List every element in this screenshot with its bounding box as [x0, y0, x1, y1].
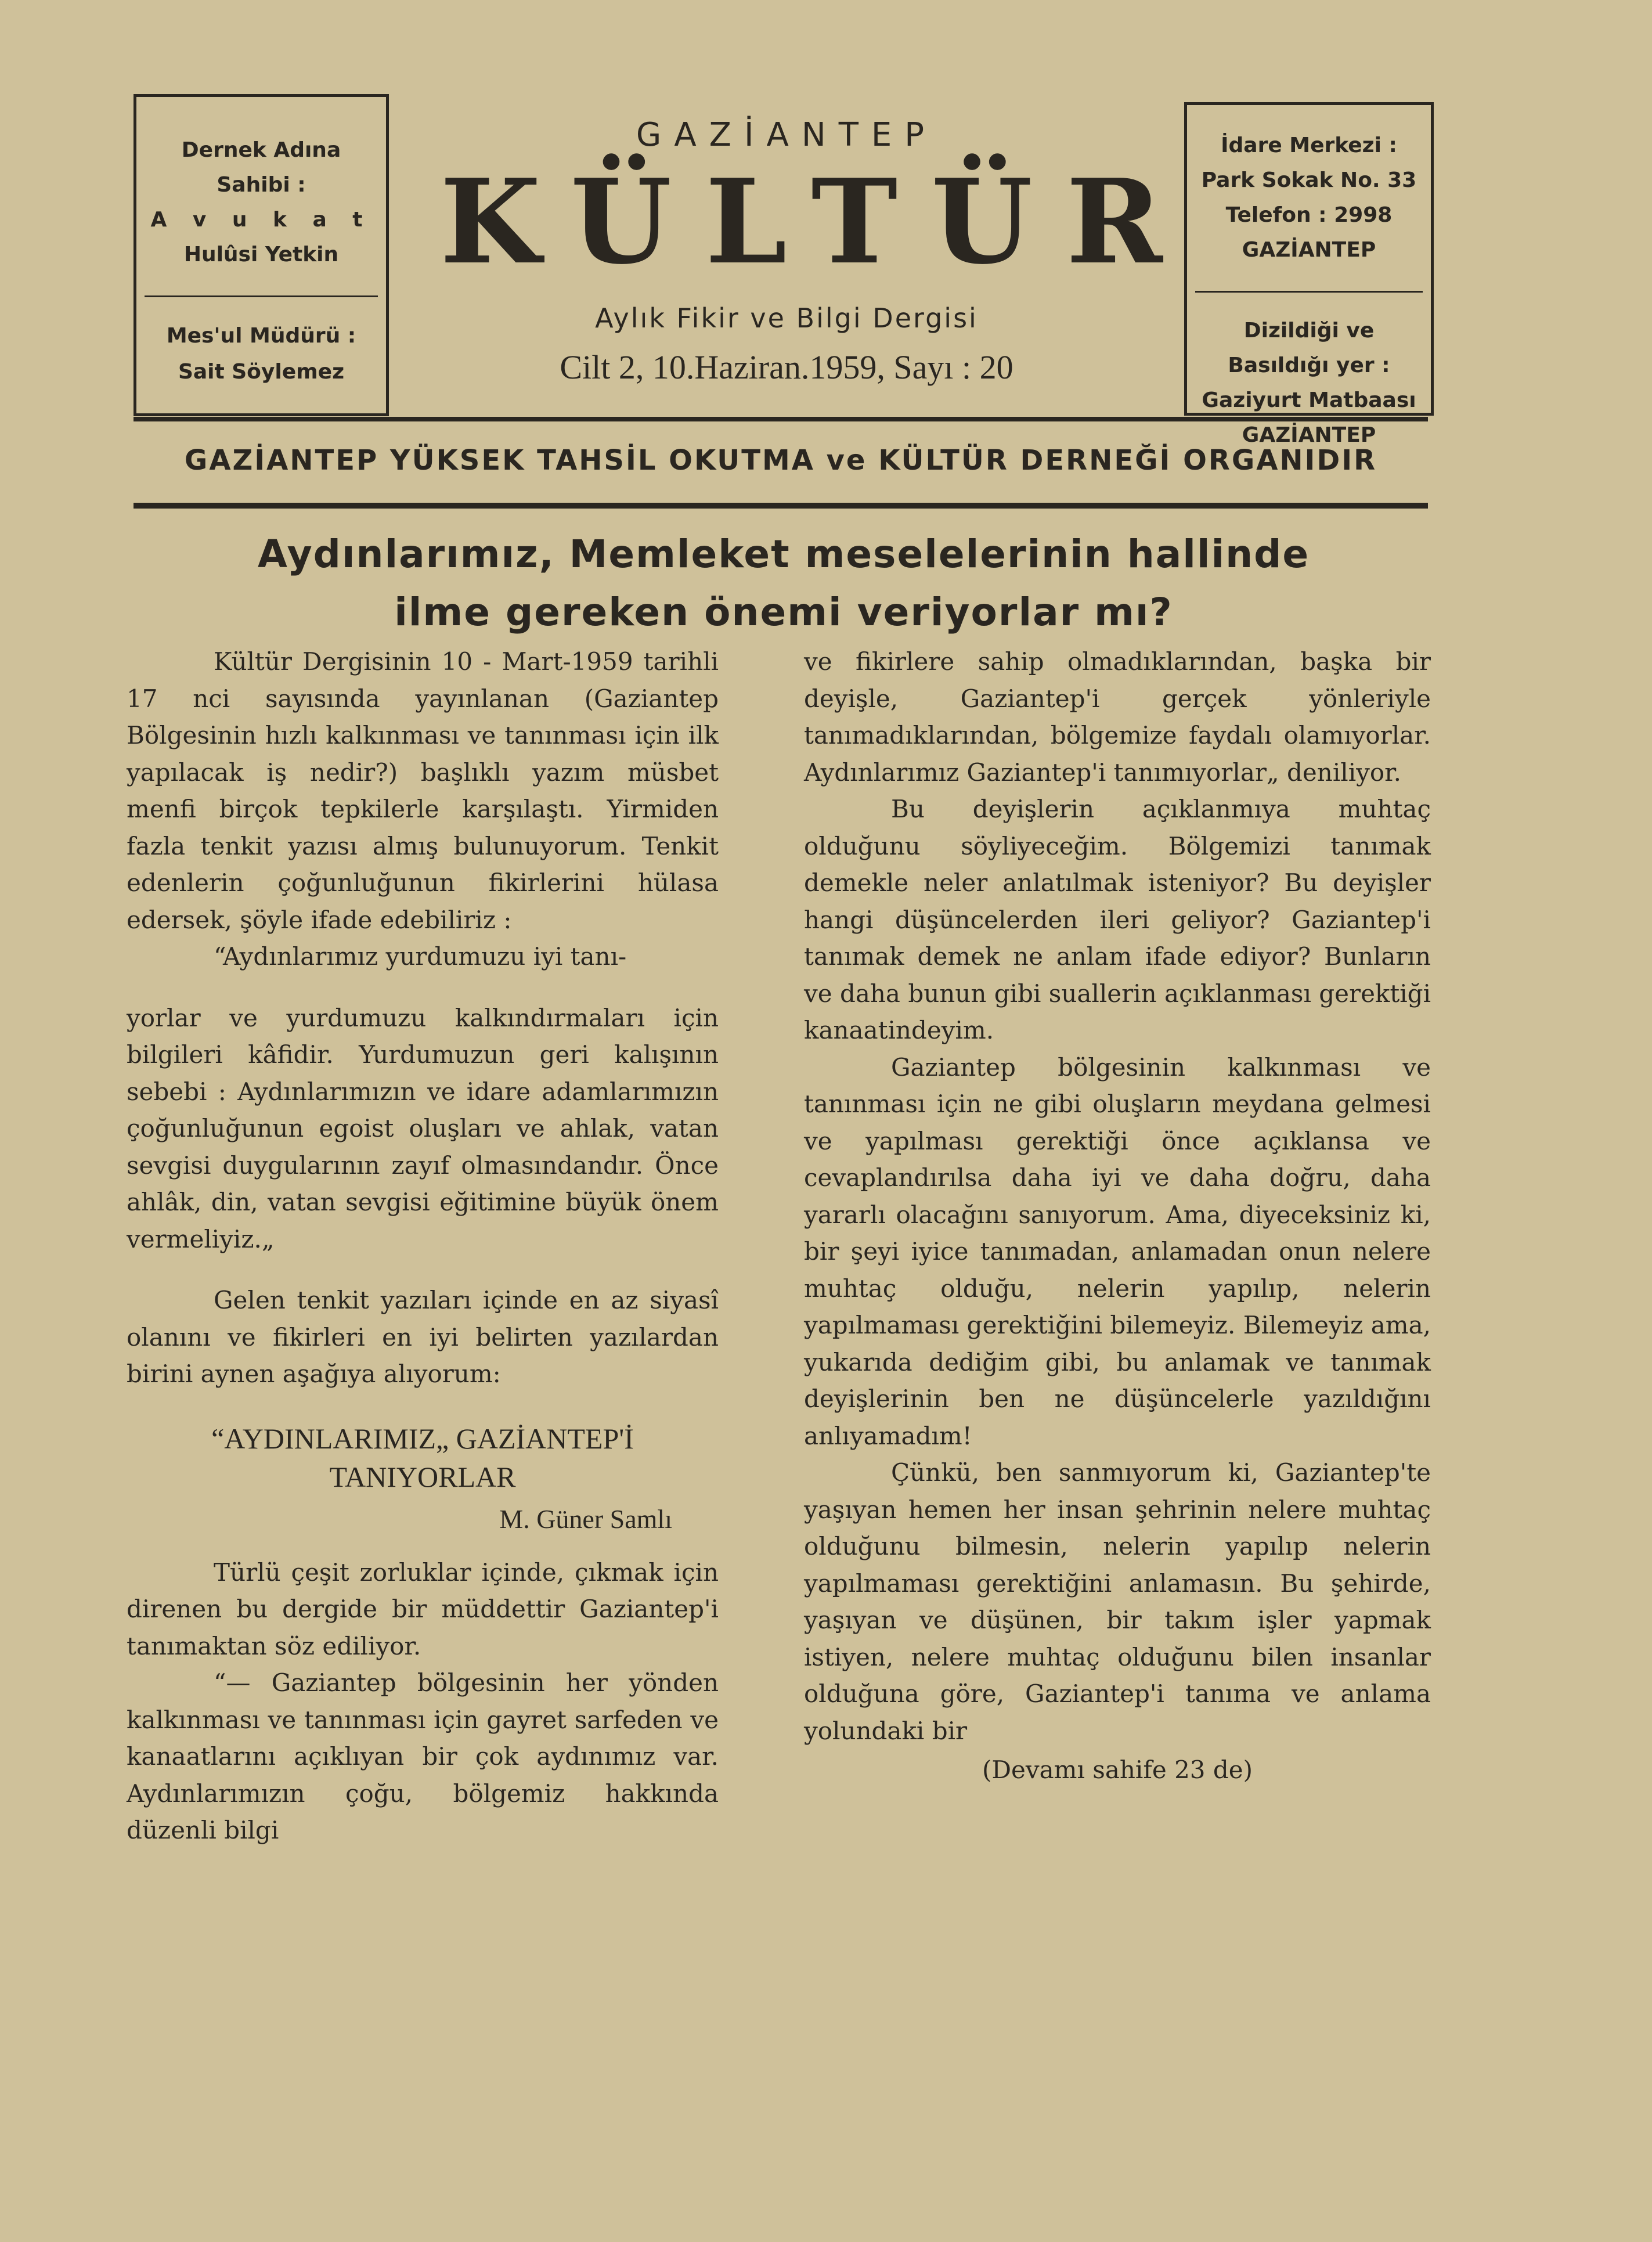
- owner-title: A v u k a t: [150, 208, 372, 232]
- headline-line-2: ilme gereken önemi veriyorlar mı?: [394, 590, 1173, 635]
- box-divider: [1195, 291, 1423, 293]
- paragraph: Gaziantep bölgesinin kalkınması ve tanınması için ne gibi oluşların meydana gelmesi ve yapılması gerektiği önce açıklansa ve cevaplandırılsa daha iyi ve daha doğru, daha yararlı olacağını sanıyorum. Ama, diyeceksiniz ki, bir şeyi iyice tanımadan, anlamadan onun nelere muhtaç olduğu, nelerin yapılıp, nelerin yapılmaması gerektiğini bilemeyiz. Bilemeyiz ama, yukarıda dediğim gibi, bu anlamak ve tanımak deyişlerinin ben ne düşüncelerle yazıldığını anlıyamadım!: [804, 1052, 1431, 1450]
- ownership-box: [134, 94, 389, 416]
- office-label: İdare Merkezi :: [1221, 134, 1397, 157]
- paragraph: ve fikirlere sahip olmadıklarından, başka bir deyişle, Gaziantep'i gerçek yönleriyle tanımadıklarından, bölgemize faydalı olamıyorlar. Aydınlarımız Gaziantep'i tanımıyorlar„ deniliyor.: [804, 647, 1431, 787]
- article-headline: [174, 525, 1393, 641]
- owner-info: [136, 97, 386, 272]
- headline-line-1: Aydınlarımız, Memleket meselelerinin hallinde: [257, 532, 1310, 576]
- paragraph: Türlü çeşit zorluklar içinde, çıkmak için direnen bu dergide bir müddettir Gaziantep'i tanımaktan söz ediliyor.: [127, 1558, 719, 1660]
- spacer: [127, 1257, 719, 1282]
- quote-author: M. Güner Samlı: [499, 1504, 672, 1534]
- continued-note: (Devamı sahife 23 de): [982, 1756, 1253, 1784]
- owner-label-2: Sahibi :: [217, 173, 306, 197]
- issue-info: Cilt 2, 10.Haziran.1959, Sayı : 20: [560, 348, 1013, 386]
- masthead-city: GAZİANTEP: [636, 116, 937, 154]
- printer-city: GAZİANTEP: [1242, 423, 1376, 447]
- header-rule-bottom: [134, 503, 1428, 509]
- printer-info: [1187, 313, 1431, 453]
- manager-info: [136, 318, 386, 390]
- organ-statement: GAZİANTEP YÜKSEK TAHSİL OKUTMA ve KÜLTÜR DERNEĞİ ORGANIDIR: [184, 444, 1377, 477]
- box-divider: [145, 295, 378, 297]
- paragraph: yorlar ve yurdumuzu kalkındırmaları için bilgileri kâfidir. Yurdumuzun geri kalışının sebebi : Aydınlarımızın ve idare adamlarımızın çoğunluğunun egoist oluşları ve ahlak, vatan sevgisi duygularının zayıf olmasındandır. Önce ahlâk, din, vatan sevgisi eğitimine büyük önem vermeliyiz.„: [127, 1003, 719, 1253]
- office-address: Park Sokak No. 33: [1201, 168, 1417, 192]
- office-phone: Telefon : 2998: [1225, 203, 1393, 227]
- paragraph: Çünkü, ben sanmıyorum ki, Gaziantep'te yaşıyan hemen her insan şehrinin nelere muhtaç olduğunu bilmesin, nelerin yapılıp nelerin yapılmaması gerektiğini anlamasın. Bu şehirde, yaşıyan ve düşünen, bir takım işler yapmak istiyen, nelere muhtaç olduğunu bilen insanlar olduğuna göre, Gaziantep'i tanıma ve anlama yolundaki bir: [804, 1458, 1431, 1745]
- paragraph: “Aydınlarımız yurdumuzu iyi tanı-: [214, 942, 627, 971]
- office-box: [1184, 102, 1434, 447]
- masthead-title: KÜLTÜR: [440, 154, 1196, 290]
- printed-label-2: Basıldığı yer :: [1228, 354, 1390, 377]
- masthead: [406, 116, 1196, 387]
- article-column-left: [127, 643, 719, 1849]
- office-info: [1187, 105, 1431, 268]
- paragraph: Bu deyişlerin açıklanmıya muhtaç olduğunu söyliyeceğim. Bölgemizi tanımak demekle neler anlatılmak isteniyor? Bu deyişler hangi düşüncelerden ileri geliyor? Gaziantep'i tanımak demek ne anlam ifade ediyor? Bunların ve daha bunun gibi suallerin açıklanması gerektiği kanaatindeyim.: [804, 795, 1431, 1044]
- masthead-subtitle: Aylık Fikir ve Bilgi Dergisi: [595, 302, 978, 334]
- spacer: [127, 975, 719, 1000]
- quoted-article-title: [127, 1419, 719, 1496]
- quote-title-line-2: TANIYORLAR: [329, 1460, 516, 1493]
- owner-label: Dernek Adına: [181, 138, 341, 162]
- printer-name: Gaziyurt Matbaası: [1202, 388, 1416, 412]
- paragraph: Gelen tenkit yazıları içinde en az siyasî olanını ve fikirleri en iyi belirten yazılardan birini aynen aşağıya alıyorum:: [127, 1286, 719, 1388]
- office-city: GAZİANTEP: [1242, 238, 1376, 262]
- paragraph: “— Gaziantep bölgesinin her yönden kalkınması ve tanınması için gayret sarfeden ve kanaatlarını açıklıyan bir çok aydınımız var. Aydınlarımızın çoğu, bölgemiz hakkında düzenli bilgi: [127, 1668, 719, 1844]
- article-column-right: [804, 643, 1431, 1789]
- owner-name: Hulûsi Yetkin: [183, 243, 339, 266]
- quote-title-line-1: “AYDINLARIMIZ„ GAZİANTEP'İ: [211, 1422, 634, 1455]
- printed-label: Dizildiği ve: [1243, 319, 1375, 343]
- manager-label: Mes'ul Müdürü :: [166, 324, 356, 348]
- header-rule-top: [134, 417, 1428, 421]
- manager-name: Sait Söylemez: [178, 360, 345, 384]
- paragraph: Kültür Dergisinin 10 - Mart-1959 tarihli 17 nci sayısında yayınlanan (Gaziantep Bölgesinin hızlı kalkınması ve tanınması için ilk yapılacak iş nedir?) başlıklı yazım müsbet menfi birçok tepkilerle karşılaştı. Yirmiden fazla tenkit yazısı almış bulunuyorum. Tenkit edenlerin çoğunluğunun fikirlerini hülasa edersek, şöyle ifade edebiliriz :: [127, 647, 719, 934]
